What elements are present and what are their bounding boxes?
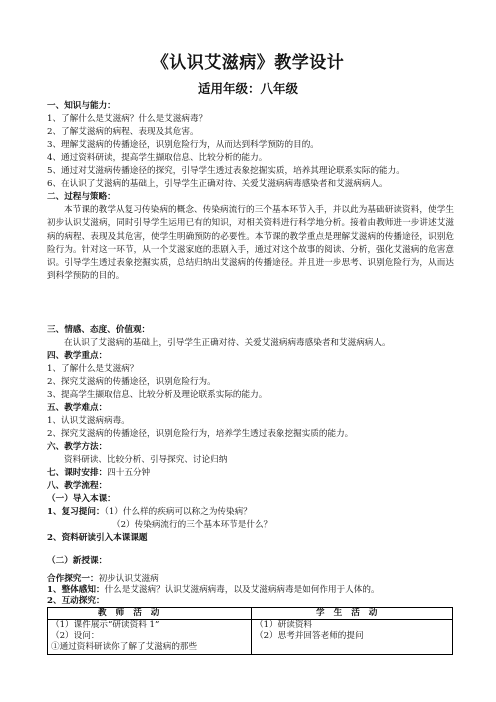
teacher-row-1: （1）课件展示“研读资料 1”: [51, 620, 160, 630]
section-heading-key-points: 四、教学重点：: [47, 351, 108, 361]
header-teacher-activity: 教师活动: [98, 608, 169, 618]
difficulty-2: 2、探究艾滋病的传播途径，识别危险行为，培养学生透过表象挖掘实质的能力。: [47, 429, 354, 439]
section-heading-schedule: 七、课时安排：: [47, 468, 108, 478]
knowledge-item-2: 2、了解艾滋病的病程、表现及其危害。: [47, 127, 199, 137]
methods-text: 资料研读、比较分析、引导探究、讨论归纳: [64, 455, 228, 465]
teacher-row-3: ①通过资料研读你了解了艾滋病的那些: [51, 642, 198, 652]
perceive-text: 什么是艾滋病？认识艾滋病病毒，以及艾滋病病毒是如何作用于人体的。: [104, 585, 380, 595]
schedule-line: [47, 468, 150, 479]
knowledge-item-5: 5、通过对艾滋病传播途径的探究，引导学生透过表象挖掘实质，培养其理论联系实际的能力。: [47, 166, 405, 176]
knowledge-item-1: 1、了解什么是艾滋病？什么是艾滋病毒？: [47, 114, 208, 124]
review-line-1: [47, 507, 252, 518]
student-row-1: （1）研读资料: [255, 620, 313, 630]
student-row-2: （2）思考并回答老师的提问: [255, 631, 364, 641]
section-heading-methods: 六、教学方法：: [47, 442, 108, 452]
review-question-2: （2）传染病流行的三个基本环节是什么？: [112, 520, 273, 530]
key-point-2: 2、探究艾滋病的传播途径，识别危险行为。: [47, 377, 216, 387]
material-heading: 2、资料研读引入本课课题: [47, 533, 148, 543]
explore-line: [47, 574, 159, 585]
key-point-1: 1、了解什么是艾滋病？: [47, 364, 139, 374]
review-label: 1、复习提问：: [47, 507, 105, 517]
part-intro-heading: （一）导入本课：: [47, 494, 116, 504]
review-question-1: （1）什么样的疾病可以称之为传染病？: [104, 507, 252, 517]
knowledge-item-6: 6、在认识了艾滋病的基础上，引导学生正确对待、关爱艾滋病病毒感染者和艾滋病病人。: [47, 179, 388, 189]
interact-label: 2、互动探究：: [47, 596, 105, 606]
part-new-lesson-heading: （二）新授课：: [47, 556, 108, 566]
grade-subtitle: 适用年级：八年级: [197, 81, 298, 96]
key-point-3: 3、提高学生撷取信息、比较分析及理论联系实际的能力。: [47, 390, 268, 400]
explore-text: 初步认识艾滋病: [98, 574, 159, 584]
document-title: 《认识艾滋病》教学设计: [151, 53, 345, 73]
schedule-text: 四十五分钟: [107, 468, 151, 478]
section-heading-difficulties: 五、教学难点：: [47, 403, 108, 413]
knowledge-item-4: 4、通过资料研读，提高学生撷取信息、比较分析的能力。: [47, 153, 268, 163]
perceive-label: 1、整体感知：: [47, 585, 105, 595]
process-paragraph: 本节课的教学从复习传染病的概念、传染病流行的三个基本环节入手，并以此为基础研读资料，使学生初步认识艾滋病，同时引导学生运用已有的知识，对相关资料进行科学地分析。接着由教师进一步讲述艾滋病的病程、表现及其危害，使学生明确预防的必要性。本节课的教学重点是理解艾滋病的传播途径，识别危险行为。针对这一环节，从一个艾滋家庭的悲剧入手，通过对这个故事的阅读、分析，强化艾滋病的危害意识。引导学生透过表象挖掘实质，总结归纳出艾滋病的传播途径。并且进一步思考、识别危险行为，从而达到科学预防的目的。: [47, 205, 454, 282]
perceive-line: [47, 585, 380, 596]
header-student-activity: 学生活动: [316, 608, 387, 618]
knowledge-item-3: 3、理解艾滋病的传播途径，识别危险行为，从而达到科学预防的目的。: [47, 140, 319, 150]
section-heading-values: 三、情感、态度、价值观：: [47, 325, 151, 335]
activity-table: [47, 607, 453, 655]
section-heading-knowledge: 一、知识与能力：: [47, 101, 116, 111]
values-text: 在认识了艾滋病的基础上，引导学生正确对待、关爱艾滋病病毒感染者和艾滋病病人。: [64, 338, 391, 348]
difficulty-1: 1、认识艾滋病病毒。: [47, 416, 130, 426]
explore-label: 合作探究一：: [47, 574, 99, 584]
section-heading-flow: 八、教学流程：: [47, 481, 108, 491]
teacher-row-2: （2）设问：: [51, 631, 100, 641]
section-heading-process: 二、过程与策略：: [47, 192, 116, 202]
table-column-divider: [251, 608, 252, 654]
